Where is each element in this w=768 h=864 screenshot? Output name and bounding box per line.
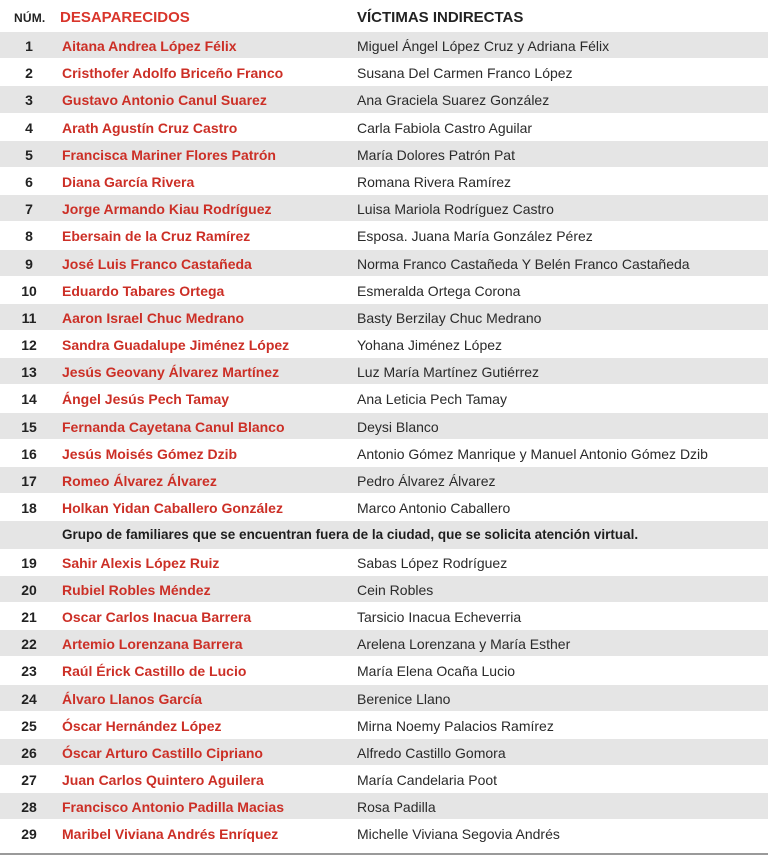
table-row xyxy=(0,766,768,793)
indirect-victim-name: Berenice Llano xyxy=(357,690,451,707)
table-row xyxy=(0,576,768,603)
indirect-victim-name: María Dolores Patrón Pat xyxy=(357,146,515,163)
row-number: 4 xyxy=(25,119,33,136)
victims-table xyxy=(0,6,768,848)
table-row xyxy=(0,820,768,847)
row-number: 10 xyxy=(21,282,37,299)
row-number: 7 xyxy=(25,201,33,218)
table-row xyxy=(0,739,768,766)
missing-person-name: Eduardo Tabares Ortega xyxy=(62,282,225,299)
indirect-victim-name: Arelena Lorenzana y María Esther xyxy=(357,636,571,653)
missing-person-name: Aitana Andrea López Félix xyxy=(62,38,237,54)
indirect-victim-name: Marco Antonio Caballero xyxy=(357,500,511,517)
indirect-victim-name: Michelle Viviana Segovia Andrés xyxy=(357,826,560,843)
missing-person-name: Holkan Yidan Caballero González xyxy=(62,500,283,517)
rows-group-a xyxy=(0,32,768,521)
indirect-victim-name: María Elena Ocaña Lucio xyxy=(357,663,515,680)
row-number: 29 xyxy=(21,826,37,843)
table-row xyxy=(0,86,768,113)
missing-person-name: Jesús Geovany Álvarez Martínez xyxy=(62,364,280,381)
missing-person-name: Aaron Israel Chuc Medrano xyxy=(62,309,245,326)
indirect-victim-name: Romana Rivera Ramírez xyxy=(357,173,512,190)
missing-person-name: Gustavo Antonio Canul Suarez xyxy=(62,92,267,109)
row-number: 6 xyxy=(25,173,33,190)
indirect-victim-name: Ana Leticia Pech Tamay xyxy=(357,391,507,408)
row-number: 28 xyxy=(21,799,37,816)
row-number: 5 xyxy=(25,146,33,163)
row-number: 24 xyxy=(21,690,37,707)
missing-person-name: Álvaro Llanos García xyxy=(62,690,203,707)
row-number: 9 xyxy=(25,255,33,272)
table-row xyxy=(0,304,768,331)
indirect-victim-name: Antonio Gómez Manrique y Manuel Antonio Gómez Dzib xyxy=(357,445,708,462)
missing-person-name: Jesús Moisés Gómez Dzib xyxy=(62,445,238,462)
row-number: 27 xyxy=(21,772,37,789)
row-number: 1 xyxy=(25,38,33,54)
missing-person-name: Rubiel Robles Méndez xyxy=(62,581,211,598)
indirect-victim-name: Norma Franco Castañeda Y Belén Franco Castañeda xyxy=(357,255,690,272)
indirect-victim-name: Tarsicio Inacua Echeverria xyxy=(357,608,522,625)
indirect-victim-name: Esmeralda Ortega Corona xyxy=(357,282,521,299)
indirect-victim-name: Esposa. Juana María González Pérez xyxy=(357,228,593,245)
table-row xyxy=(0,413,768,440)
table-row xyxy=(0,630,768,657)
indirect-victim-name: Yohana Jiménez López xyxy=(357,337,503,354)
table-row xyxy=(0,141,768,168)
indirect-victim-name: Rosa Padilla xyxy=(357,799,436,816)
table-row xyxy=(0,657,768,684)
table-row xyxy=(0,250,768,277)
missing-person-name: Francisco Antonio Padilla Macias xyxy=(62,799,284,816)
table-row xyxy=(0,32,768,59)
indirect-victim-name: Deysi Blanco xyxy=(357,418,439,435)
table-row xyxy=(0,494,768,521)
missing-person-name: Cristhofer Adolfo Briceño Franco xyxy=(62,65,284,82)
table-row xyxy=(0,685,768,712)
missing-person-name: Jorge Armando Kiau Rodríguez xyxy=(62,201,272,218)
indirect-victim-name: Susana Del Carmen Franco López xyxy=(357,65,573,82)
indirect-victim-name: Luz María Martínez Gutiérrez xyxy=(357,364,540,381)
rows-group-b xyxy=(0,549,768,848)
table-row xyxy=(0,277,768,304)
missing-person-name: Oscar Carlos Inacua Barrera xyxy=(62,608,252,625)
indirect-victim-name: Cein Robles xyxy=(357,581,434,598)
row-number: 21 xyxy=(21,608,37,625)
missing-person-name: Romeo Álvarez Álvarez xyxy=(62,473,217,489)
table-row xyxy=(0,59,768,86)
header-victimas: VÍCTIMAS INDIRECTAS xyxy=(357,9,524,26)
row-number: 8 xyxy=(25,228,33,245)
missing-person-name: Arath Agustín Cruz Castro xyxy=(62,119,238,136)
row-number: 12 xyxy=(21,337,37,354)
table-row xyxy=(0,358,768,385)
missing-person-name: Óscar Hernández López xyxy=(62,717,222,734)
missing-person-name: Raúl Érick Castillo de Lucio xyxy=(62,663,247,680)
missing-person-name: Juan Carlos Quintero Aguilera xyxy=(62,772,264,789)
indirect-victim-name: María Candelaria Poot xyxy=(357,772,498,789)
row-number: 19 xyxy=(21,554,37,571)
missing-person-name: Sahir Alexis López Ruiz xyxy=(62,554,220,571)
header-num: NÚM. xyxy=(14,11,46,25)
missing-person-name: Diana García Rivera xyxy=(62,173,195,190)
note-text: Grupo de familiares que se encuentran fuera de la ciudad, que se solicita atención virtual. xyxy=(62,527,639,543)
indirect-victim-name: Basty Berzilay Chuc Medrano xyxy=(357,309,542,326)
table-row xyxy=(0,168,768,195)
row-number: 25 xyxy=(21,717,37,734)
missing-person-name: Óscar Arturo Castillo Cipriano xyxy=(62,744,263,761)
missing-person-name: Ebersain de la Cruz Ramírez xyxy=(62,228,251,245)
row-number: 18 xyxy=(21,500,37,517)
missing-person-name: Ángel Jesús Pech Tamay xyxy=(62,391,230,408)
indirect-victim-name: Mirna Noemy Palacios Ramírez xyxy=(357,717,554,734)
table-row xyxy=(0,712,768,739)
table-row xyxy=(0,440,768,467)
row-number: 14 xyxy=(21,391,37,408)
missing-person-name: Francisca Mariner Flores Patrón xyxy=(62,146,276,163)
indirect-victim-name: Ana Graciela Suarez González xyxy=(357,92,550,109)
row-number: 3 xyxy=(25,92,33,109)
missing-person-name: José Luis Franco Castañeda xyxy=(62,255,252,272)
row-number: 22 xyxy=(21,636,37,653)
indirect-victim-name: Sabas López Rodríguez xyxy=(357,554,508,571)
row-number: 15 xyxy=(21,418,37,435)
bottom-rule xyxy=(0,853,768,855)
table-header xyxy=(0,6,768,32)
row-number: 2 xyxy=(25,65,33,82)
header-desaparecidos: DESAPARECIDOS xyxy=(60,9,190,26)
table-row xyxy=(0,222,768,249)
row-number: 11 xyxy=(21,309,37,326)
missing-person-name: Maribel Viviana Andrés Enríquez xyxy=(62,826,279,843)
row-number: 16 xyxy=(21,445,37,462)
row-number: 23 xyxy=(21,663,37,680)
table-row xyxy=(0,385,768,412)
table-row xyxy=(0,467,768,494)
table-row xyxy=(0,114,768,141)
row-number: 13 xyxy=(21,364,37,381)
table-row xyxy=(0,331,768,358)
row-number: 17 xyxy=(21,473,37,489)
table-row xyxy=(0,793,768,820)
missing-person-name: Fernanda Cayetana Canul Blanco xyxy=(62,418,285,435)
row-number: 20 xyxy=(21,581,37,598)
indirect-victim-name: Miguel Ángel López Cruz y Adriana Félix xyxy=(357,38,610,54)
note-row xyxy=(0,521,768,548)
indirect-victim-name: Carla Fabiola Castro Aguilar xyxy=(357,119,533,136)
table-row xyxy=(0,549,768,576)
indirect-victim-name: Alfredo Castillo Gomora xyxy=(357,744,506,761)
missing-person-name: Sandra Guadalupe Jiménez López xyxy=(62,337,290,354)
row-number: 26 xyxy=(21,744,37,761)
table-row xyxy=(0,603,768,630)
indirect-victim-name: Pedro Álvarez Álvarez xyxy=(357,473,496,489)
missing-person-name: Artemio Lorenzana Barrera xyxy=(62,636,243,653)
indirect-victim-name: Luisa Mariola Rodríguez Castro xyxy=(357,201,554,218)
table-row xyxy=(0,195,768,222)
